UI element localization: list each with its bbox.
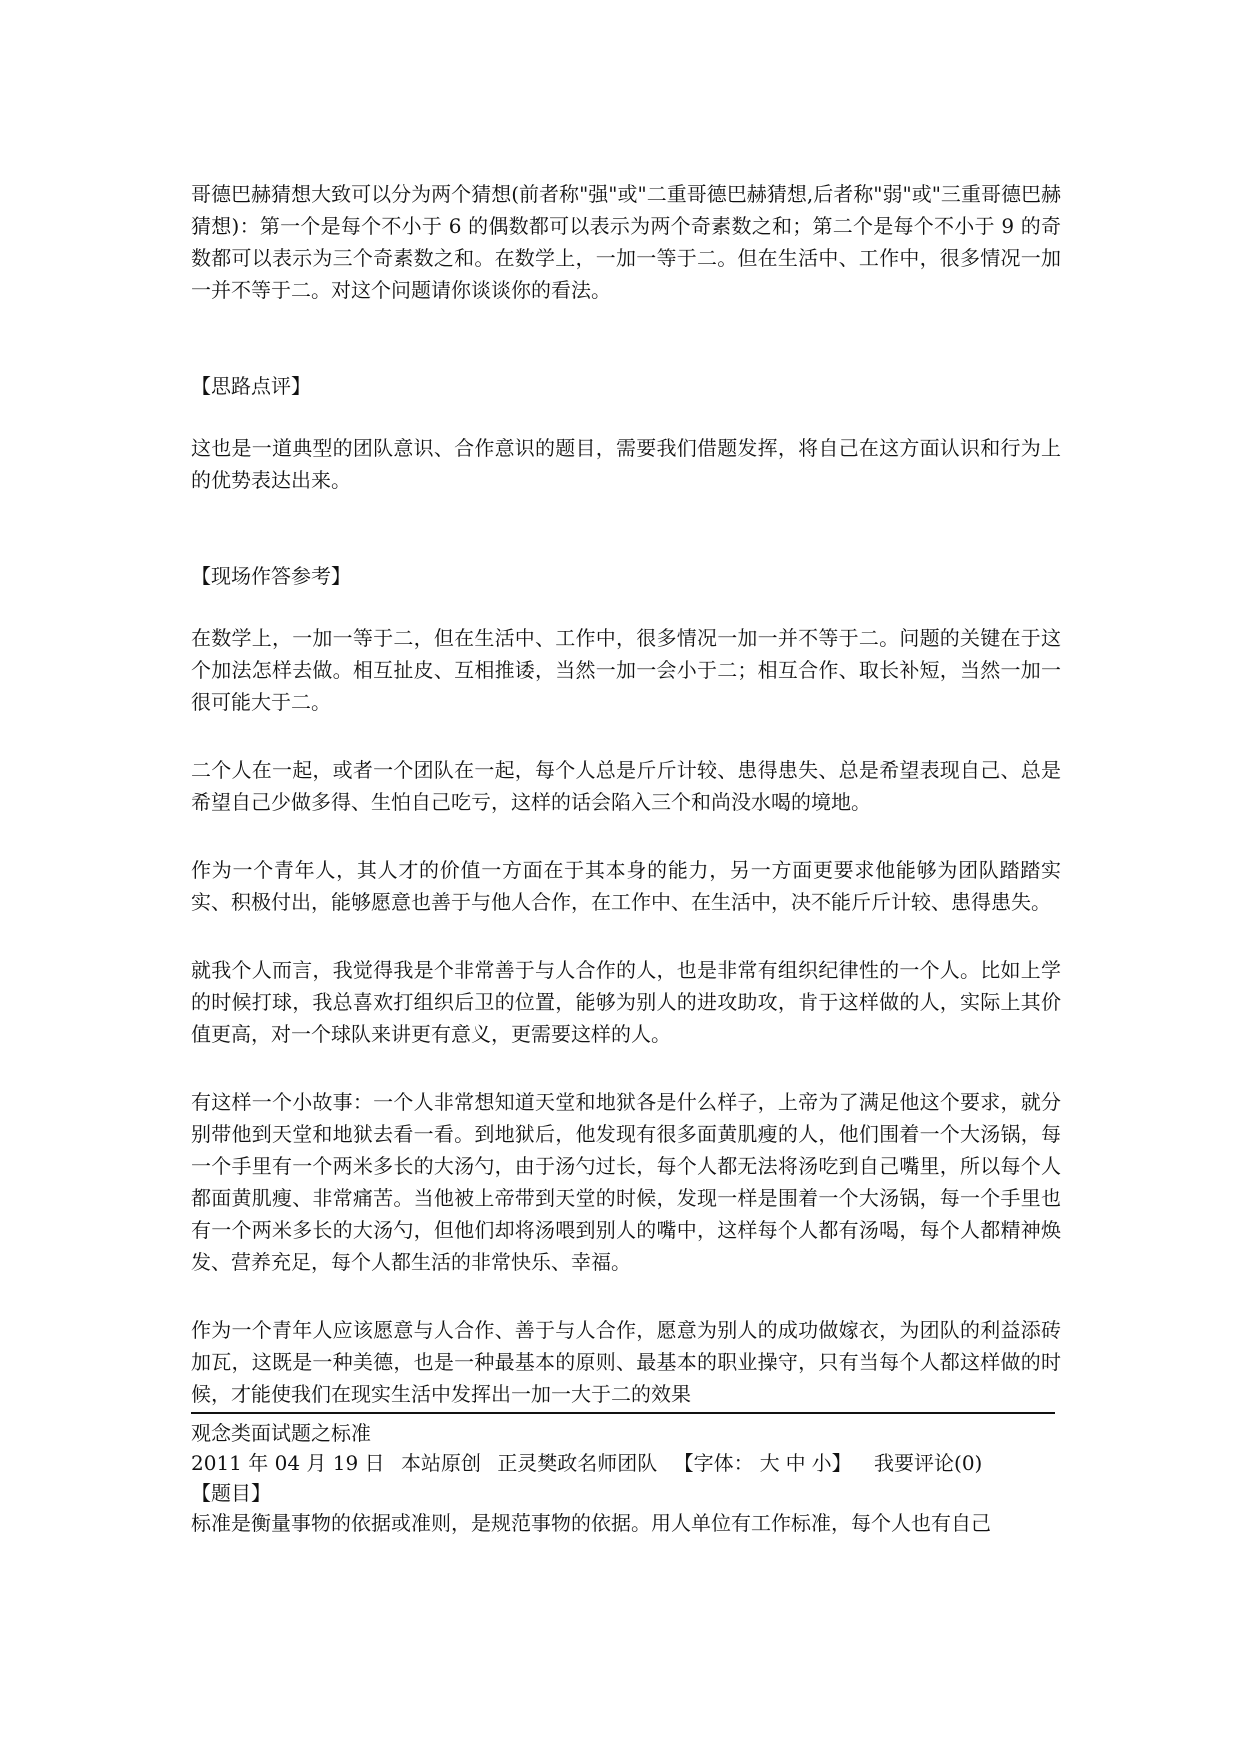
article-source: 本站原创 — [400, 1451, 481, 1475]
intro-paragraph: 哥德巴赫猜想大致可以分为两个猜想(前者称"强"或"二重哥德巴赫猜想,后者称"弱"或"三重哥德巴赫猜想)：第一个是每个不小于 6 的偶数都可以表示为两个奇素数之和；第二个是每个不小于 9 的奇数都可以表示为三个奇素数之和。在数学上，一加一等于二。但在生活中、工作中，很多情况一加一并不等于二。对这个问题请你谈谈你的看法。 — [191, 182, 1061, 302]
answer-paragraph: 在数学上，一加一等于二，但在生活中、工作中，很多情况一加一并不等于二。问题的关键在于这个加法怎样去做。相互扯皮、互相推诿，当然一加一会小于二；相互合作、取长补短，当然一加一很可能大于二。 — [191, 626, 1061, 714]
question-body: 标准是衡量事物的依据或准则，是规范事物的依据。用人单位有工作标准，每个人也有自己 — [191, 1511, 991, 1535]
comment-link[interactable]: 我要评论(0) — [874, 1451, 983, 1475]
article-meta — [191, 1448, 1061, 1478]
answer-paragraph: 就我个人而言，我觉得我是个非常善于与人合作的人，也是非常有组织纪律性的一个人。比如上学的时候打球，我总喜欢打组织后卫的位置，能够为别人的进攻助攻，肯于这样做的人，实际上其价值更高，对一个球队来讲更有意义，更需要这样的人。 — [191, 958, 1061, 1046]
answer-paragraph: 作为一个青年人，其人才的价值一方面在于其本身的能力，另一方面更要求他能够为团队踏踏实实、积极付出，能够愿意也善于与他人合作，在工作中、在生活中，决不能斤斤计较、患得患失。 — [191, 858, 1061, 914]
answer-paragraph: 二个人在一起，或者一个团队在一起，每个人总是斤斤计较、患得患失、总是希望表现自己、总是希望自己少做多得、生怕自己吃亏，这样的话会陷入三个和尚没水喝的境地。 — [191, 758, 1061, 814]
question-heading: 【题目】 — [191, 1481, 271, 1505]
article-author: 正灵樊政名师团队 — [497, 1451, 658, 1475]
document-page — [191, 178, 1061, 1538]
section-heading-answer: 【现场作答参考】 — [191, 564, 351, 588]
font-size-medium-link[interactable]: 中 — [785, 1451, 806, 1475]
font-size-small-link[interactable]: 小】 — [811, 1451, 852, 1475]
article-date: 2011 年 04 月 19 日 — [191, 1451, 385, 1475]
font-size-control — [674, 1451, 858, 1475]
font-size-label: 【字体： — [673, 1451, 754, 1475]
answer-paragraph: 作为一个青年人应该愿意与人合作、善于与人合作，愿意为别人的成功做嫁衣，为团队的利益添砖加瓦，这既是一种美德，也是一种最基本的原则、最基本的职业操守，只有当每个人都这样做的时候，才能使我们在现实生活中发挥出一加一大于二的效果 — [191, 1318, 1061, 1406]
font-size-large-link[interactable]: 大 — [759, 1451, 780, 1475]
section-divider — [191, 1412, 1055, 1414]
answer-paragraph: 有这样一个小故事：一个人非常想知道天堂和地狱各是什么样子，上帝为了满足他这个要求，就分别带他到天堂和地狱去看一看。到地狱后，他发现有很多面黄肌瘦的人，他们围着一个大汤锅，每一个手里有一个两米多长的大汤勺，由于汤勺过长，每个人都无法将汤吃到自己嘴里，所以每个人都面黄肌瘦、非常痛苦。当他被上帝带到天堂的时候，发现一样是围着一个大汤锅，每一个手里也有一个两米多长的大汤勺，但他们却将汤喂到别人的嘴中，这样每个人都有汤喝，每个人都精神焕发、营养充足，每个人都生活的非常快乐、幸福。 — [191, 1090, 1061, 1274]
section-heading-analysis: 【思路点评】 — [191, 374, 311, 398]
analysis-paragraph: 这也是一道典型的团队意识、合作意识的题目，需要我们借题发挥，将自己在这方面认识和行为上的优势表达出来。 — [191, 436, 1061, 492]
article-title: 观念类面试题之标准 — [191, 1421, 371, 1445]
